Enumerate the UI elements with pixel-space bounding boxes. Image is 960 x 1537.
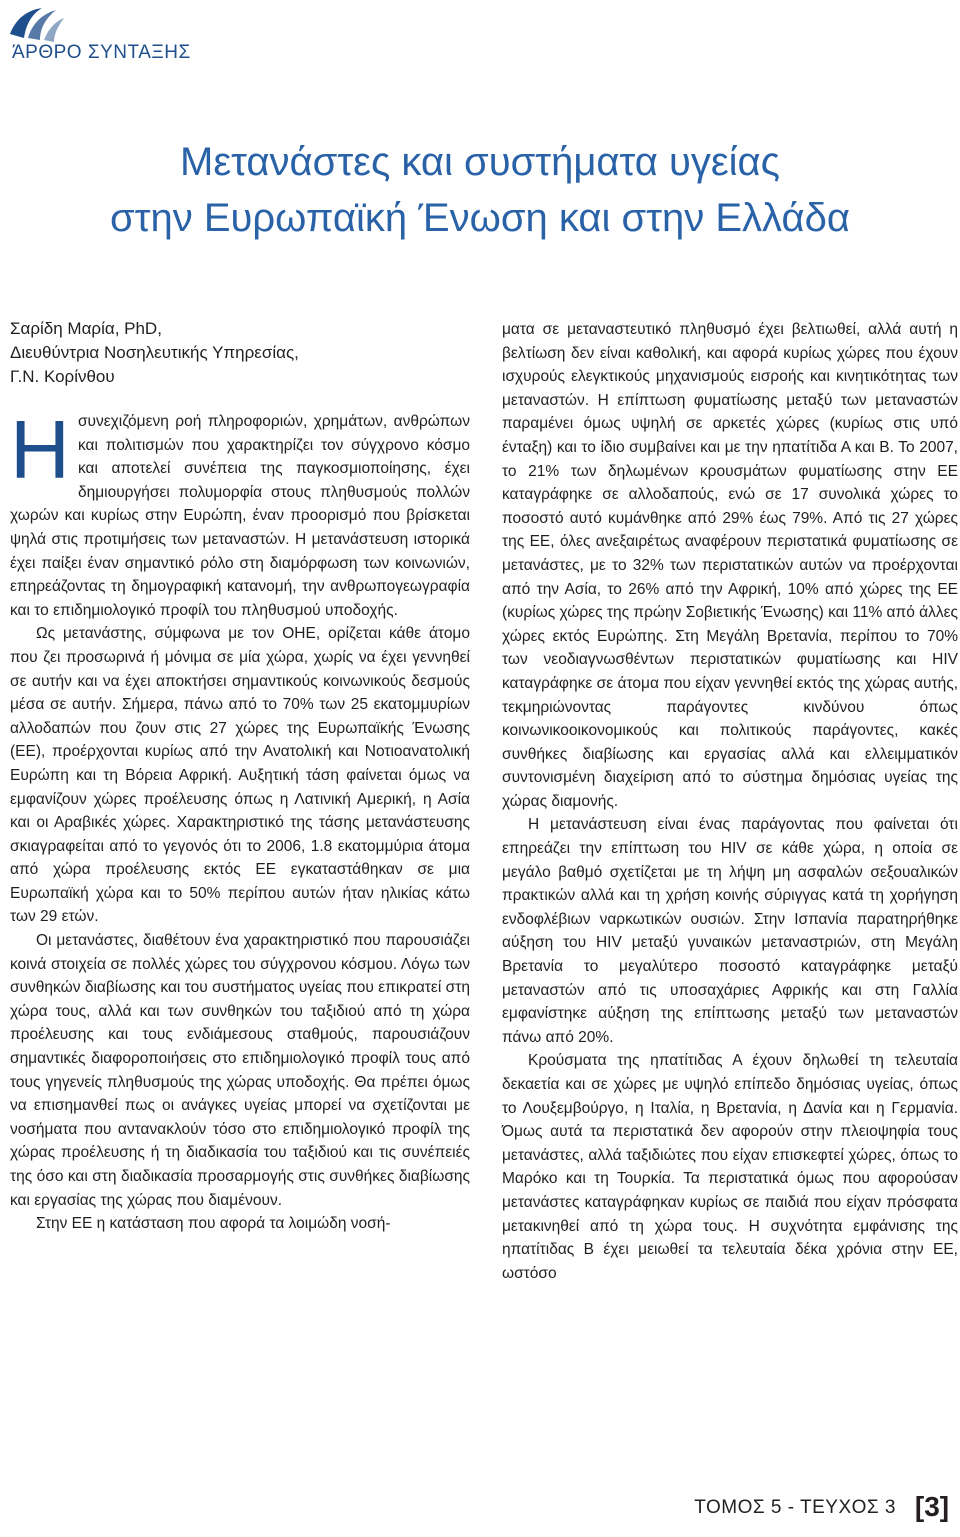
right-column [502, 318, 958, 1285]
article-title-line2: στην Ευρωπαϊκή Ένωση και στην Ελλάδα [110, 196, 850, 240]
article-title-line1: Μετανάστες και συστήματα υγείας [180, 140, 780, 184]
author-position: Διευθύντρια Νοσηλευτικής Υπηρεσίας, [10, 343, 299, 362]
section-label: ΆΡΘΡΟ ΣΥΝΤΑΞΗΣ [12, 42, 191, 63]
author-name: Σαρίδη Μαρία, PhD, [10, 319, 162, 338]
body-paragraph: Οι μετανάστες, διαθέτουν ένα χαρακτηριστικό που παρουσιάζει κοινά στοιχεία σε πολλές χώρες του σύγχρονου κόσμου. Λόγω των συνθηκών διαβίωσης και του συστήματος υγείας που επικρατεί στη χώρα τους, αλλά και των συνθηκών του ταξιδιού από τη χώρα προέλευσης και τους ενδιάμεσους σταθμούς, παρουσιάζουν σημαντικές διαφοροποιήσεις στο επιδημιολογικό προφίλ τους από τους γηγενείς πληθυσμούς της χώρας υποδοχής. Θα πρέπει όμως να επισημανθεί πως οι ανάγκες υγείας μπορεί να σχετίζονται με νοσήματα που αντανακλούν τόσο στο επιδημιολογικό προφίλ της χώρας προέλευσης ή τη διαδικασία του ταξιδιού και τις συνέπειές της όσο και στη διαδικασία προσαρμογής στις συνθήκες διαβίωσης και εργασίας της χώρας που διαμένουν. [10, 932, 470, 1209]
body-paragraph [10, 403, 470, 622]
body-paragraph: Κρούσματα της ηπατίτιδας Α έχουν δηλωθεί τη τελευταία δεκαετία και σε χώρες με υψηλό επίπεδο δημόσιας υγείας, όπως το Λουξεμβούργο, η Ιταλία, η Βρετανία, η Δανία και η Γερμανία. Όμως αυτά τα περιστατικά δεν αφορούν στην πλειοψηφία τους μετανάστες, αλλά ταξιδιώτες που είχαν επισκεφτεί χώρες, όπως το Μαρόκο και τη Τουρκία. Τα περιστατικά όμως που αφορούσαν μετανάστες καταγράφηκαν κυρίως σε παιδιά που είχαν πρόσφατα μετακινηθεί από τη χώρα τους. Η συχνότητα εμφάνισης της ηπατίτιδας Β έχει μειωθεί τα τελευταία δέκα χρόνια στην ΕΕ, ωστόσο [502, 1052, 958, 1282]
author-institution: Γ.Ν. Κορίνθου [10, 367, 115, 386]
issue-label: ΤΟΜΟΣ 5 - ΤΕΥΧΟΣ 3 [694, 1497, 896, 1518]
left-column [10, 403, 470, 1236]
body-paragraph: Ως μετανάστης, σύμφωνα με τον ΟΗΕ, ορίζεται κάθε άτομο που ζει προσωρινά ή μόνιμα σε μία χώρα, χωρίς να έχει γεννηθεί σε αυτήν και να έχει αποκτήσει σημαντικούς κοινωνικούς δεσμούς μέσα σε αυτήν. Σήμερα, πάνω από το 70% των 25 εκατομμυρίων αλλοδαπών που ζουν στις 27 χώρες της Ευρωπαϊκής Ένωσης (ΕΕ), προέρχονται κυρίως από την Ανατολική και Νοτιοανατολική Ευρώπη και τη Βόρεια Αφρική. Αυξητική τάση φαίνεται όμως να εμφανίζουν χώρες προέλευσης όπως η Λατινική Αμερική, η Ασία και οι Αραβικές χώρες. Χαρακτηριστικό της τάσης μετανάστευσης σκιαγραφείται από το γεγονός ότι το 2006, 1.8 εκατομμύρια άτομα από χώρα προέλευσης εκτός ΕΕ εγκαταστάθηκαν σε μια Ευρωπαϊκή χώρα και το 50% περίπου αυτών ήταν ηλικίας κάτω των 29 ετών. [10, 625, 470, 926]
body-paragraph: Στην ΕΕ η κατάσταση που αφορά τα λοιμώδη νοσή- [36, 1215, 391, 1233]
paragraph-text: συνεχιζόμενη ροή πληροφοριών, χρημάτων, ανθρώπων και πολιτισμών που χαρακτηρίζει τον σύγχρονο κόσμο και αποτελεί συνέπεια της παγκοσμιοποίησης, έχει δημιουργήσει πολυμορφία στους πληθυσμούς πολλών χωρών και κυρίως στην Ευρώπη, έναν προορισμό που βρίσκεται ψηλά στις προτιμήσεις των μεταναστών. Η μετανάστευση ιστορικά έχει παίξει έναν σημαντικό ρόλο στη διαμόρφωση των κοινωνιών, επηρεάζοντας τη δημογραφική κατανομή, την ανθρωπογεωγραφία και το επιδημιολογικό προφίλ του πληθυσμού υποδοχής. [10, 413, 470, 619]
page-number: [3] [914, 1491, 950, 1522]
drop-cap: Η [10, 403, 70, 496]
author-block [10, 317, 450, 389]
body-paragraph: ματα σε μεταναστευτικό πληθυσμό έχει βελτιωθεί, αλλά αυτή η βελτίωση δεν είναι καθολική, και αφορά κυρίως χώρες που έχουν ισχυρούς ελεγκτικούς μηχανισμούς εισροής και κινητικότητας των μεταναστών. Η επίπτωση φυματίωσης μεταξύ των μεταναστών παραμένει όμως υψηλή σε αρκετές χώρες (κυρίως στις υπό ένταξη) και το ίδιο συμβαίνει και με την ηπατίτιδα Α και Β. Το 2007, το 21% των δηλωμένων κρουσμάτων φυματίωσης στην ΕΕ καταγράφηκε σε αλλοδαπούς, ενώ σε 17 συνολικά χώρες το ποσοστό αυτό κυμάνθηκε από 29% έως 79%. Από τις 27 χώρες της ΕΕ, όλες ανεξαιρέτως αναφέρουν περιστατικά φυματίωσης σε μετανάστες, με το 32% των περιστατικών αυτών να προέρχονται από την Ασία, το 26% από την Αφρική, 10% από χώρες της ΕΕ (κυρίως χώρες της πρώην Σοβιετικής Ένωσης) και 11% από άλλες χώρες εκτός Ευρώπης. Στη Μεγάλη Βρετανία, περίπου το 70% των νεοδιαγνωσθέντων περιστατικών φυματίωσης και HIV καταγράφηκε σε άτομα που είχαν γεννηθεί εκτός της χώρας αυτής, τεκμηριώνοντας παράγοντες κινδύνου όπως κοινωνικοοικονομικούς και πολιτικούς παράγοντες, κακές συνθήκες διαβίωσης και εργασίας αλλά και ελλειμματικόν συντονισμένη διαχείριση από το σύστημα δημόσιας υγείας της χώρας διαμονής. [502, 321, 958, 810]
body-paragraph: Η μετανάστευση είναι ένας παράγοντας που φαίνεται ότι επηρεάζει την επίπτωση του HIV σε κάθε χώρα, η οποία σε μεγάλο βαθμό σχετίζεται με τη λήψη μη ασφαλών σεξουαλικών πρακτικών αλλά και τη χρήση κοινής σύριγγας κατά τη χορήγηση ενδοφλέβιων ναρκωτικών ουσιών. Στην Ισπανία παρατηρήθηκε αύξηση του HIV μεταξύ γυναικών μεταναστριών, στη Μεγάλη Βρετανία το μεγαλύτερο ποσοστό καταγράφηκε μεταξύ μεταναστών από τις υποσαχάριες Αφρικής και στη Γαλλία εμφανίστηκε αύξηση της επίπτωσης μεταξύ των μεταναστών πάνω από 20%. [502, 816, 958, 1046]
